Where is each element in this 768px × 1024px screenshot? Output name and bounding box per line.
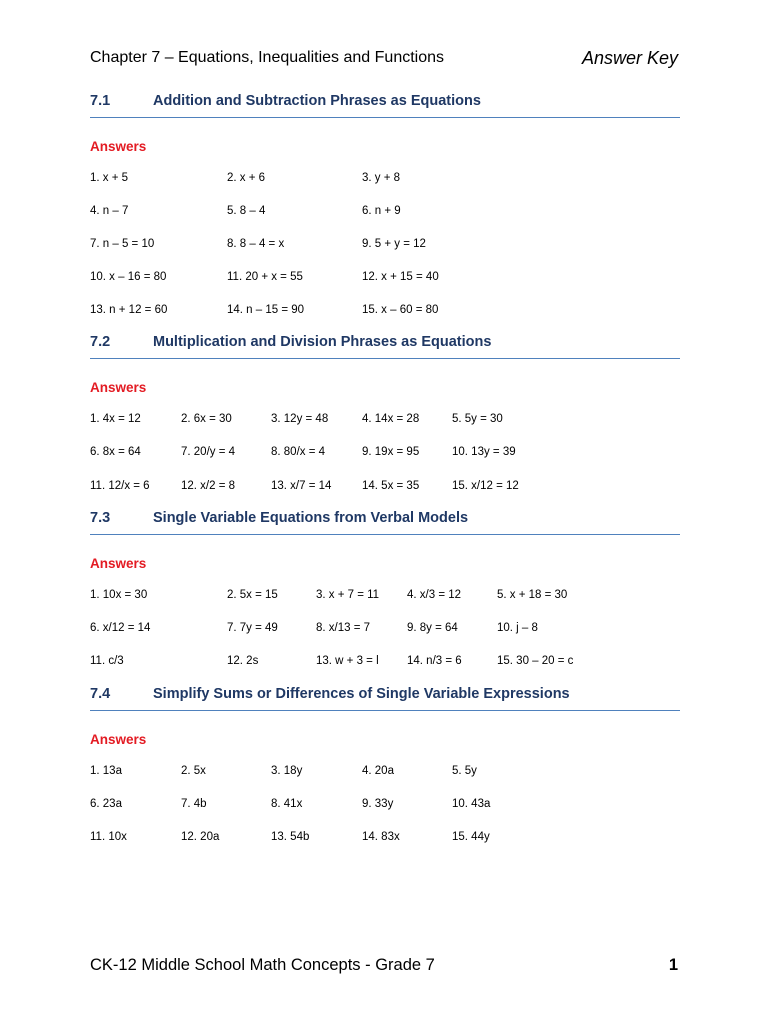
answer-item: 13. n + 12 = 60 — [90, 304, 168, 316]
answers-label: Answers — [90, 556, 147, 571]
answer-item: 8. 8 – 4 = x — [227, 238, 285, 250]
answer-item: 15. 30 – 20 = c — [497, 655, 574, 667]
answer-item: 6. x/12 = 14 — [90, 622, 151, 634]
answer-row — [90, 798, 680, 816]
section-heading — [90, 334, 680, 359]
answer-item: 7. n – 5 = 10 — [90, 238, 155, 250]
section-title: Addition and Subtraction Phrases as Equations — [153, 93, 481, 109]
answer-item: 15. x – 60 = 80 — [362, 304, 439, 316]
answer-item: 12. x/2 = 8 — [181, 480, 236, 492]
section-7-3 — [90, 510, 680, 674]
answer-item: 14. n/3 = 6 — [407, 655, 462, 667]
answer-item: 9. 19x = 95 — [362, 446, 420, 458]
answer-item: 6. n + 9 — [362, 205, 401, 217]
answer-item: 7. 7y = 49 — [227, 622, 278, 634]
answer-row — [90, 413, 680, 431]
answer-item: 13. 54b — [271, 831, 310, 843]
section-number: 7.3 — [90, 510, 111, 526]
section-7-4 — [90, 686, 680, 850]
answer-row — [90, 765, 680, 783]
section-heading — [90, 686, 680, 711]
answer-item: 3. 18y — [271, 765, 303, 777]
answer-row — [90, 238, 680, 256]
answer-item: 2. 5x = 15 — [227, 589, 278, 601]
answer-item: 2. x + 6 — [227, 172, 266, 184]
answer-row — [90, 271, 680, 289]
answer-item: 12. x + 15 = 40 — [362, 271, 439, 283]
answer-item: 14. 5x = 35 — [362, 480, 420, 492]
section-number: 7.2 — [90, 334, 111, 350]
answer-item: 2. 6x = 30 — [181, 413, 232, 425]
answer-row — [90, 446, 680, 464]
answer-row — [90, 304, 680, 322]
answer-item: 9. 5 + y = 12 — [362, 238, 426, 250]
answer-item: 3. 12y = 48 — [271, 413, 329, 425]
section-heading — [90, 93, 680, 118]
answer-row — [90, 172, 680, 190]
answers-label: Answers — [90, 732, 147, 747]
answer-item: 7. 4b — [181, 798, 207, 810]
answer-item: 11. c/3 — [90, 655, 124, 667]
answer-item: 4. n – 7 — [90, 205, 129, 217]
section-heading — [90, 510, 680, 535]
answer-item: 2. 5x — [181, 765, 206, 777]
answer-item: 1. 10x = 30 — [90, 589, 148, 601]
answer-item: 12. 20a — [181, 831, 220, 843]
answer-item: 1. 13a — [90, 765, 122, 777]
answer-item: 14. 83x — [362, 831, 400, 843]
answer-item: 5. x + 18 = 30 — [497, 589, 568, 601]
answer-row — [90, 655, 680, 673]
answer-item: 5. 5y — [452, 765, 477, 777]
section-title: Single Variable Equations from Verbal Models — [153, 510, 469, 526]
section-title: Multiplication and Division Phrases as Equations — [153, 334, 492, 350]
answer-item: 13. w + 3 = l — [316, 655, 379, 667]
answer-item: 1. x + 5 — [90, 172, 129, 184]
section-number: 7.1 — [90, 93, 111, 109]
answer-item: 7. 20/y = 4 — [181, 446, 236, 458]
answer-item: 5. 5y = 30 — [452, 413, 503, 425]
section-title: Simplify Sums or Differences of Single Variable Expressions — [153, 686, 570, 702]
answer-item: 14. n – 15 = 90 — [227, 304, 305, 316]
answer-item: 10. 13y = 39 — [452, 446, 516, 458]
answer-item: 1. 4x = 12 — [90, 413, 141, 425]
page-number: 1 — [668, 956, 678, 974]
answer-row — [90, 205, 680, 223]
answer-item: 6. 23a — [90, 798, 122, 810]
answer-row — [90, 480, 680, 498]
answer-item: 11. 10x — [90, 831, 127, 843]
answer-item: 11. 12/x = 6 — [90, 480, 150, 492]
answer-row — [90, 831, 680, 849]
answers-label: Answers — [90, 139, 147, 154]
answer-item: 9. 33y — [362, 798, 394, 810]
answer-row — [90, 622, 680, 640]
footer-title: CK-12 Middle School Math Concepts - Grade 7 — [90, 956, 435, 974]
answer-item: 6. 8x = 64 — [90, 446, 141, 458]
answer-item: 12. 2s — [227, 655, 259, 667]
answer-item: 8. 41x — [271, 798, 303, 810]
section-7-2 — [90, 334, 680, 498]
answer-item: 10. x – 16 = 80 — [90, 271, 167, 283]
section-number: 7.4 — [90, 686, 111, 702]
answer-item: 5. 8 – 4 — [227, 205, 266, 217]
answer-item: 8. 80/x = 4 — [271, 446, 326, 458]
answer-item: 3. y + 8 — [362, 172, 401, 184]
answers-label: Answers — [90, 380, 147, 395]
answer-item: 8. x/13 = 7 — [316, 622, 371, 634]
chapter-title: Chapter 7 – Equations, Inequalities and Functions — [90, 49, 445, 66]
answer-item: 15. x/12 = 12 — [452, 480, 519, 492]
answer-item: 10. j – 8 — [497, 622, 538, 634]
answer-item: 9. 8y = 64 — [407, 622, 458, 634]
answer-item: 15. 44y — [452, 831, 490, 843]
answer-item: 3. x + 7 = 11 — [316, 589, 380, 601]
answer-row — [90, 589, 680, 607]
answer-item: 4. 14x = 28 — [362, 413, 420, 425]
answer-item: 4. x/3 = 12 — [407, 589, 462, 601]
section-7-1 — [90, 93, 680, 323]
answer-item: 13. x/7 = 14 — [271, 480, 332, 492]
answer-item: 10. 43a — [452, 798, 491, 810]
answer-item: 4. 20a — [362, 765, 394, 777]
answer-item: 11. 20 + x = 55 — [227, 271, 303, 283]
answer-key-label: Answer Key — [581, 48, 678, 68]
